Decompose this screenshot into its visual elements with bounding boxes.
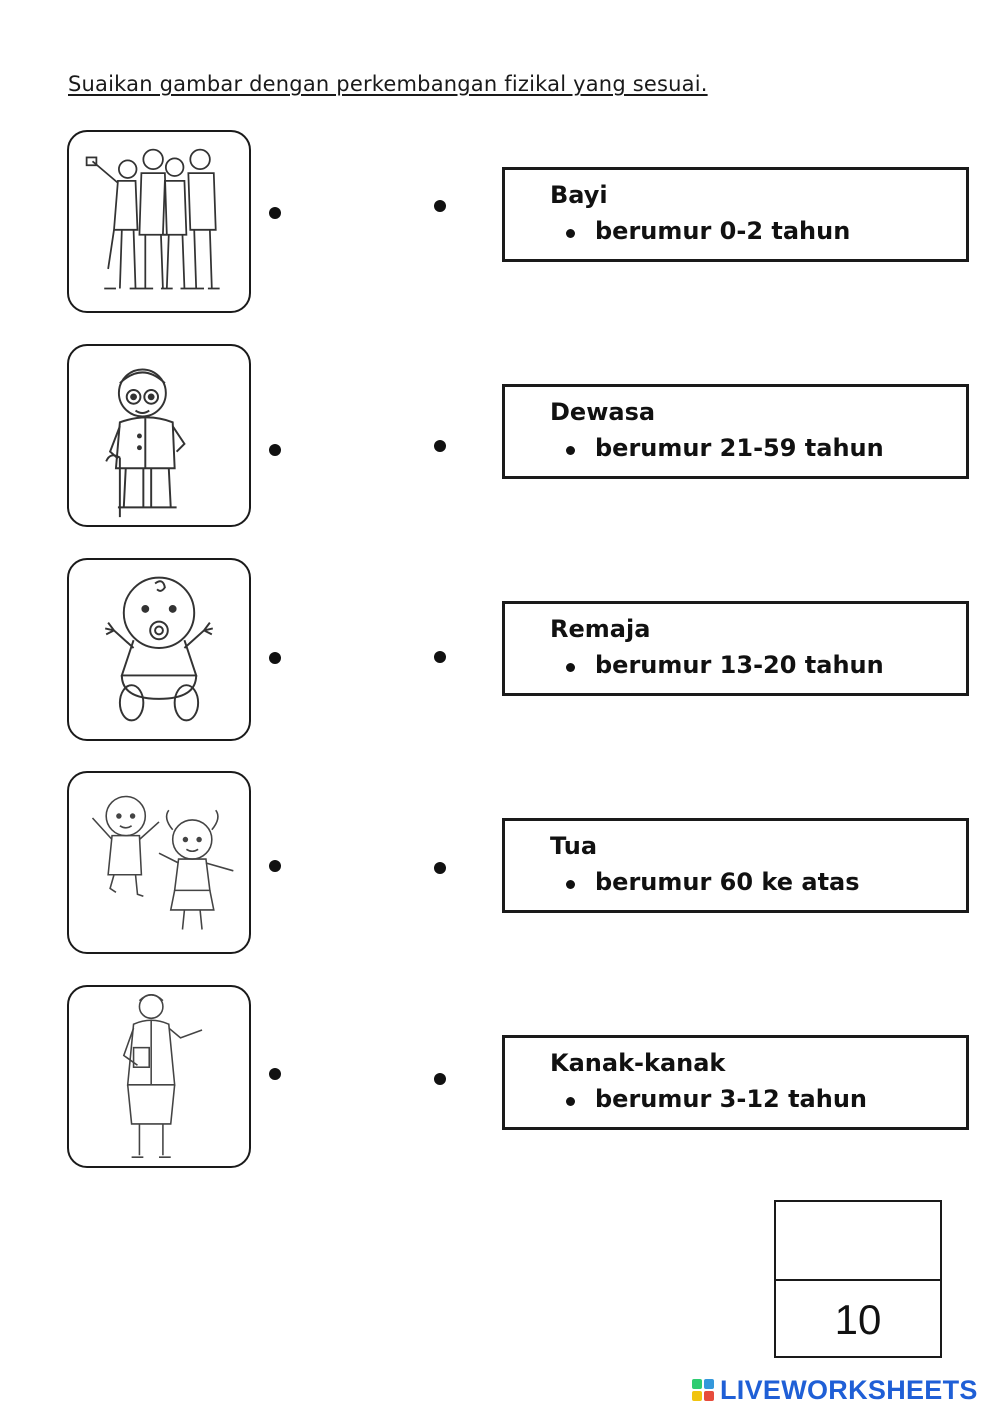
label-title: Tua: [550, 832, 598, 860]
label-description: berumur 3-12 tahun: [595, 1085, 868, 1113]
picture-dot-2[interactable]: [269, 444, 281, 456]
label-title: Dewasa: [550, 398, 656, 426]
two-children-jumping-icon: [69, 773, 249, 952]
picture-card-3: [67, 558, 251, 741]
grandfather-with-cane-icon: [69, 346, 249, 525]
family-group-icon: [69, 132, 249, 311]
picture-card-5: [67, 985, 251, 1168]
score-total: 10: [834, 1295, 882, 1343]
picture-dot-5[interactable]: [269, 1068, 281, 1080]
label-dot-4[interactable]: [434, 862, 446, 874]
picture-dot-3[interactable]: [269, 652, 281, 664]
picture-dot-1[interactable]: [269, 207, 281, 219]
adult-woman-nurse-icon: [69, 987, 249, 1166]
label-dot-1[interactable]: [434, 200, 446, 212]
label-title: Remaja: [550, 615, 651, 643]
score-earned-cell: [776, 1202, 940, 1281]
label-title: Bayi: [550, 181, 608, 209]
label-description: berumur 60 ke atas: [595, 868, 860, 896]
liveworksheets-brand: [692, 1374, 978, 1406]
instruction-text: Suaikan gambar dengan perkembangan fizikal yang sesuai.: [68, 72, 708, 96]
label-box-2[interactable]: [502, 384, 969, 479]
picture-card-1: [67, 130, 251, 313]
label-box-5[interactable]: [502, 1035, 969, 1130]
label-box-4[interactable]: [502, 818, 969, 913]
picture-dot-4[interactable]: [269, 860, 281, 872]
picture-card-4: [67, 771, 251, 954]
label-description: berumur 13-20 tahun: [595, 651, 884, 679]
label-title: Kanak-kanak: [550, 1049, 726, 1077]
label-dot-5[interactable]: [434, 1073, 446, 1085]
label-description: berumur 0-2 tahun: [595, 217, 851, 245]
label-box-3[interactable]: [502, 601, 969, 696]
score-box: [774, 1200, 942, 1358]
liveworksheets-logo-icon: [692, 1379, 714, 1401]
label-description: berumur 21-59 tahun: [595, 434, 884, 462]
picture-card-2: [67, 344, 251, 527]
label-dot-2[interactable]: [434, 440, 446, 452]
baby-with-pacifier-icon: [69, 560, 249, 739]
label-box-1[interactable]: [502, 167, 969, 262]
brand-name: LIVEWORKSHEETS: [720, 1374, 978, 1405]
label-dot-3[interactable]: [434, 651, 446, 663]
